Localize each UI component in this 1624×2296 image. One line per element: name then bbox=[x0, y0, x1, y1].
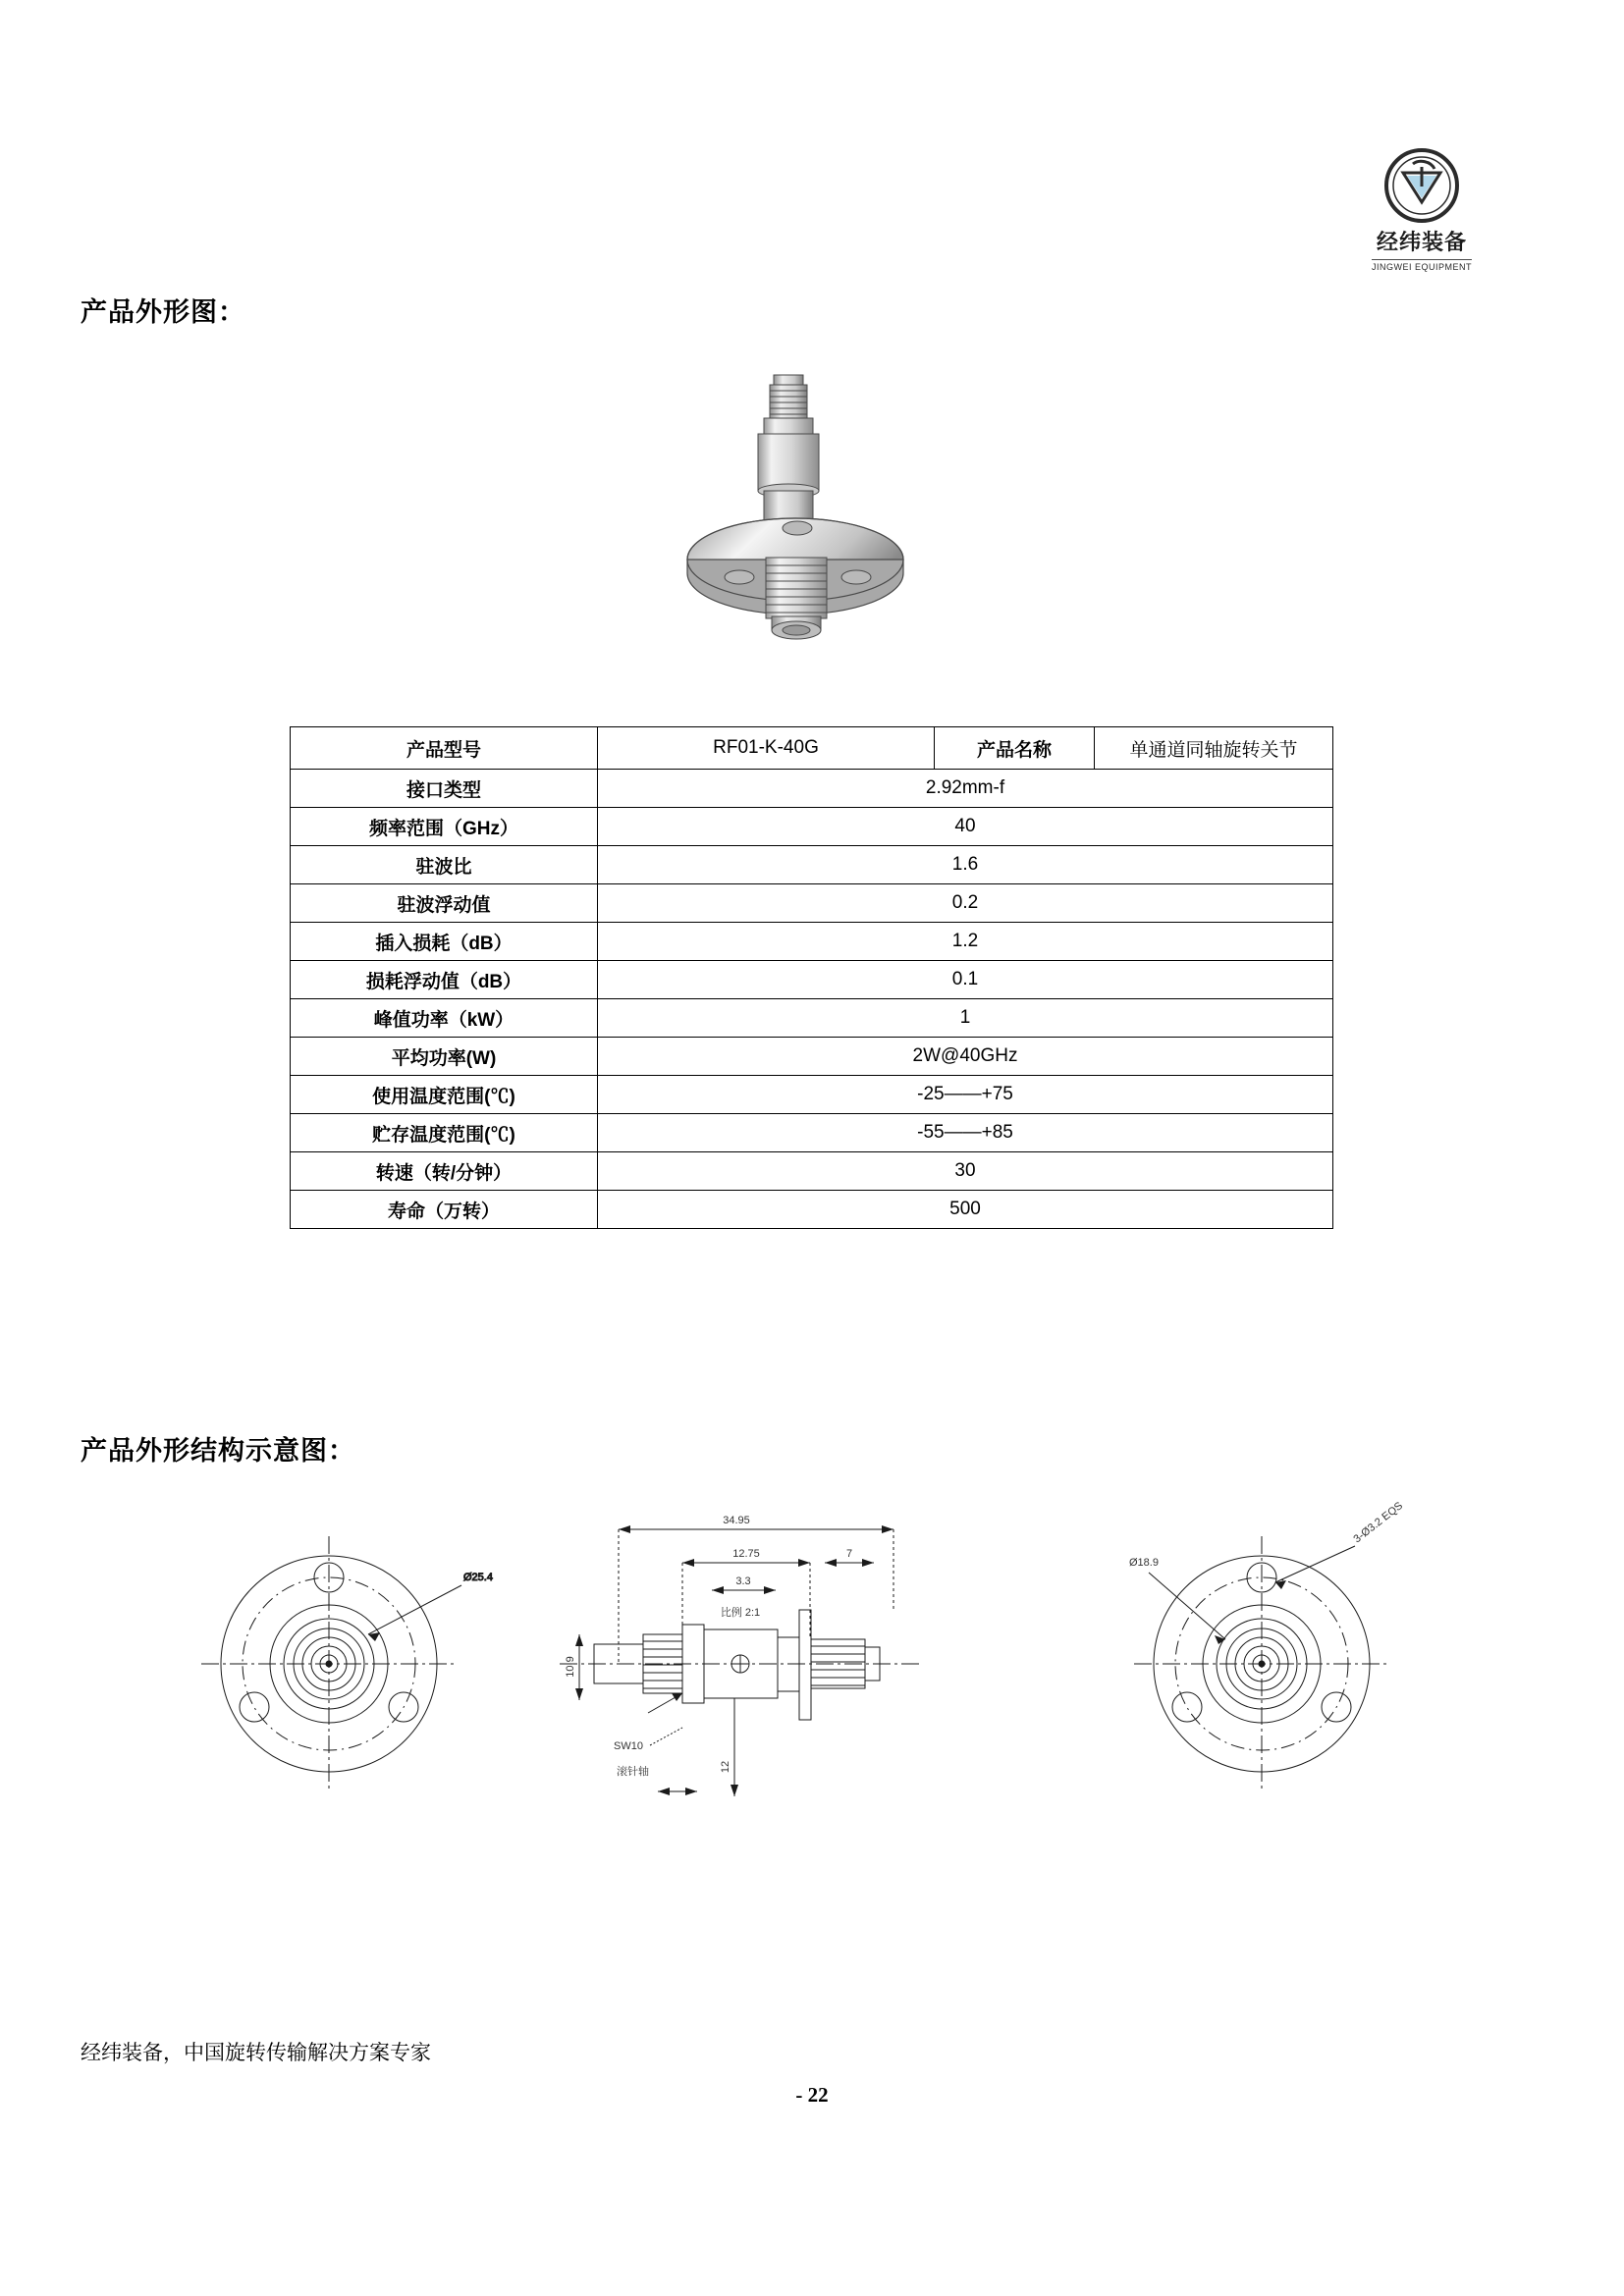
logo-company-name-en: JINGWEI EQUIPMENT bbox=[1372, 259, 1472, 272]
spec-value: 1 bbox=[598, 999, 1333, 1038]
table-row bbox=[291, 999, 1333, 1038]
dim-hole-pattern: 3-Ø3.2 EQS bbox=[1351, 1500, 1406, 1546]
spec-value: 1.2 bbox=[598, 923, 1333, 961]
label-material-note: 滚针轴 bbox=[617, 1766, 649, 1778]
drawing-left-end-view bbox=[201, 1536, 461, 1791]
scale-note: 比例 2:1 bbox=[720, 1607, 761, 1619]
spec-label: 寿命（万转） bbox=[291, 1191, 598, 1229]
table-row bbox=[291, 961, 1333, 999]
dim-12-75: 12.75 bbox=[732, 1548, 760, 1560]
spec-label: 峰值功率（kW） bbox=[291, 999, 598, 1038]
model-value: RF01-K-40G bbox=[598, 727, 935, 770]
model-label: 产品型号 bbox=[291, 727, 598, 770]
spec-table-body bbox=[291, 727, 1333, 1229]
page-title-outline: 产品外形图： bbox=[81, 297, 245, 327]
table-row bbox=[291, 884, 1333, 923]
page-title-structure: 产品外形结构示意图： bbox=[81, 1436, 355, 1466]
spec-value: -25——+75 bbox=[598, 1076, 1333, 1114]
dim-flange-diameter: Ø25.4 bbox=[463, 1572, 493, 1583]
spec-value: 2W@40GHz bbox=[598, 1038, 1333, 1076]
spec-value: 0.1 bbox=[598, 961, 1333, 999]
company-logo bbox=[1343, 147, 1500, 272]
table-row bbox=[291, 1191, 1333, 1229]
dim-3-3: 3.3 bbox=[735, 1575, 751, 1587]
spec-label: 平均功率(W) bbox=[291, 1038, 598, 1076]
spec-value: 1.6 bbox=[598, 846, 1333, 884]
table-row bbox=[291, 1076, 1333, 1114]
product-name-value: 单通道同轴旋转关节 bbox=[1095, 727, 1333, 770]
table-row-header bbox=[291, 727, 1333, 770]
logo-company-name-cn: 经纬装备 bbox=[1376, 230, 1467, 254]
drawing-section-view bbox=[226, 1502, 923, 1796]
spec-value: 500 bbox=[598, 1191, 1333, 1229]
spec-value: 40 bbox=[598, 808, 1333, 846]
spec-label: 损耗浮动值（dB） bbox=[291, 961, 598, 999]
table-row bbox=[291, 808, 1333, 846]
spec-label: 贮存温度范围(℃) bbox=[291, 1114, 598, 1152]
table-row bbox=[291, 1038, 1333, 1076]
spec-value: -55——+85 bbox=[598, 1114, 1333, 1152]
page-number: - 22 bbox=[795, 2083, 829, 2107]
spec-value: 2.92mm-f bbox=[598, 770, 1333, 808]
jingwei-logo-icon bbox=[1383, 147, 1460, 224]
dim-bore-diameter: Ø18.9 bbox=[1129, 1557, 1159, 1569]
spec-label: 驻波比 bbox=[291, 846, 598, 884]
table-row bbox=[291, 1152, 1333, 1191]
dim-12: 12 bbox=[720, 1760, 731, 1774]
label-sw10: SW10 bbox=[614, 1740, 643, 1752]
dim-10-9: 10.9 bbox=[565, 1656, 576, 1678]
table-row bbox=[291, 846, 1333, 884]
spec-value: 30 bbox=[598, 1152, 1333, 1191]
table-row bbox=[291, 923, 1333, 961]
spec-label: 转速（转/分钟） bbox=[291, 1152, 598, 1191]
product-name-label: 产品名称 bbox=[935, 727, 1095, 770]
spec-label: 使用温度范围(℃) bbox=[291, 1076, 598, 1114]
footer-tagline: 经纬装备，中国旋转传输解决方案专家 bbox=[81, 2041, 431, 2064]
spec-label: 接口类型 bbox=[291, 770, 598, 808]
spec-label: 频率范围（GHz） bbox=[291, 808, 598, 846]
table-row bbox=[291, 770, 1333, 808]
drawing-right-end-view bbox=[1134, 1536, 1389, 1791]
spec-label: 插入损耗（dB） bbox=[291, 923, 598, 961]
table-row bbox=[291, 1114, 1333, 1152]
spec-value: 0.2 bbox=[598, 884, 1333, 923]
spec-label: 驻波浮动值 bbox=[291, 884, 598, 923]
technical-drawing bbox=[147, 1492, 1502, 1885]
dim-overall-length: 34.95 bbox=[723, 1515, 750, 1526]
dim-7: 7 bbox=[845, 1548, 853, 1560]
product-spec-table bbox=[290, 726, 1333, 1229]
product-photo bbox=[648, 363, 982, 687]
